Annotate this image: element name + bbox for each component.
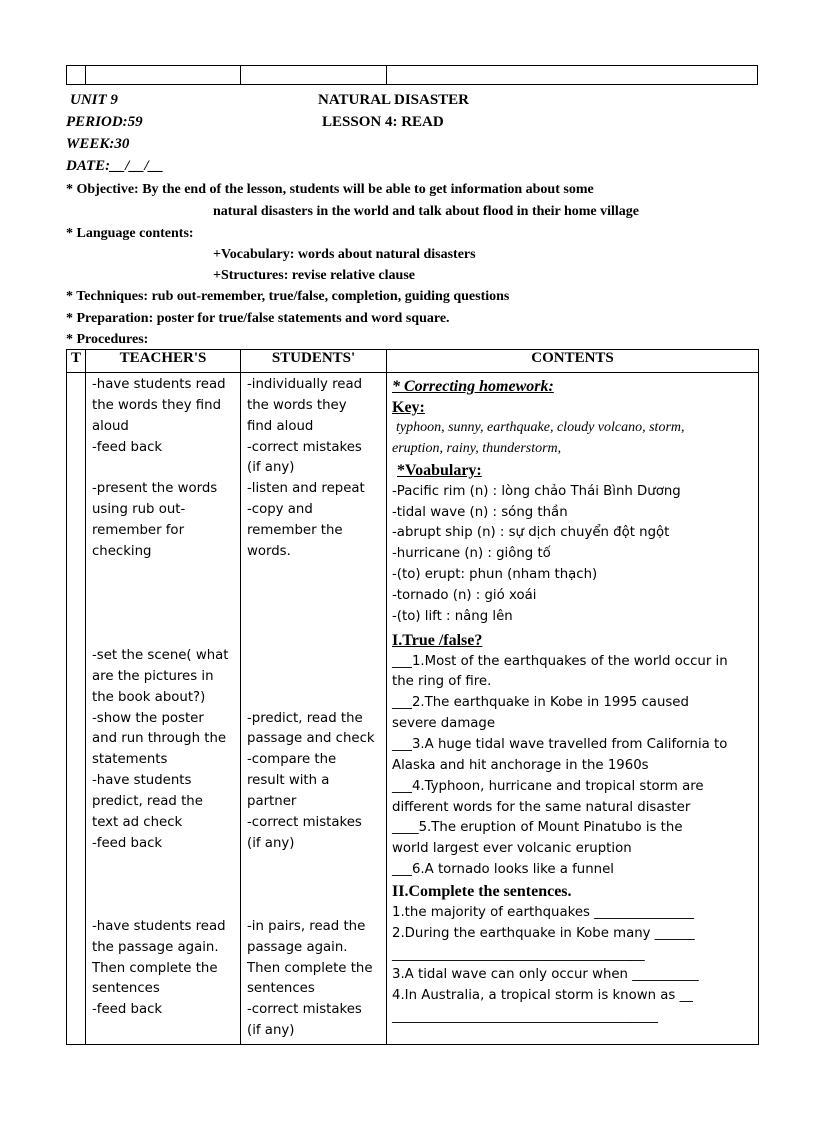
text-line: the passage again. [92,939,219,955]
true-false-heading: I.True /false? [392,631,483,649]
text-line: Then complete the [247,960,373,976]
header-table-cell [67,66,86,84]
text-line: ______________________________________ [392,946,645,962]
text-line: -have students [92,773,192,789]
unit-label: UNIT 9 [70,92,118,108]
text-line: -feed back [92,439,163,455]
contents-cell [387,373,759,1045]
true-false-list [392,652,754,881]
text-line: statements [92,752,168,768]
text-line: the book about?) [92,689,206,705]
text-line: using rub out- [92,502,186,518]
text-line: -listen and repeat [247,481,365,497]
text-line: Alaska and hit anchorage in the 1960s [392,757,649,773]
column-header: T [67,350,86,373]
text-line: result with a [247,773,330,789]
text-line [92,583,236,604]
key-answers: typhoon, sunny, earthquake, cloudy volcano, storm, [396,420,685,435]
teacher-activities [86,373,240,1023]
text-line: 2.During the earthquake in Kobe many ______ [392,925,695,941]
text-line: ___6.A tornado looks like a funnel [392,862,614,878]
text-line: and run through the [92,731,227,747]
text-line: find aloud [247,418,314,434]
table-row [67,373,759,1045]
text-line: ___3.A huge tidal wave travelled from California to [392,736,728,752]
text-line [92,604,236,625]
homework-heading: * Correcting homework: [392,378,554,395]
text-line: partner [247,793,297,809]
column-header: CONTENTS [387,350,759,373]
text-line: sentences [92,981,160,997]
text-line [247,854,382,875]
text-line [92,458,236,479]
text-line: -compare the [247,752,337,768]
procedures-line: * Procedures: [66,332,149,347]
text-line: -present the words [92,481,218,497]
text-line: (if any) [247,1023,295,1039]
objective-line: natural disasters in the world and talk about flood in their home village [213,204,640,219]
text-line: world largest ever volcanic eruption [392,841,632,857]
text-line [92,896,236,917]
text-line: -(to) lift : nâng lên [392,608,513,624]
text-line: -copy and [247,502,313,518]
lesson-number: LESSON 4: READ [322,114,444,130]
header-table-cell [86,66,241,84]
text-line: ________________________________________ [392,1009,658,1025]
complete-sentences-heading: II.Complete the sentences. [392,882,572,900]
text-line: the ring of fire. [392,674,492,690]
text-line: -correct mistakes [247,814,362,830]
text-line [247,896,382,917]
text-line: -tidal wave (n) : sóng thần [392,504,568,520]
text-line [247,604,382,625]
text-line: remember for [92,522,185,538]
key-answers: eruption, rainy, thunderstorm, [392,440,562,456]
text-line [92,625,236,646]
text-line: -set the scene( what [92,647,229,663]
text-line [247,625,382,646]
text-line: ___2.The earthquake in Kobe in 1995 caused [392,695,689,711]
text-line: passage again. [247,939,348,955]
text-line: the words they find [92,397,222,413]
objective-line: * Objective: By the end of the lesson, students will be able to get information about some [66,182,594,197]
preparation-line: * Preparation: poster for true/false statements and word square. [66,311,450,326]
procedures-table [66,349,759,1045]
column-header: STUDENTS' [241,350,387,373]
text-line: -abrupt ship (n) : sự dịch chuyển đột ngột [392,525,670,541]
text-line: ___4.Typhoon, hurricane and tropical storm are [392,778,704,794]
text-line: checking [92,543,152,559]
lesson-title: NATURAL DISASTER [318,92,470,108]
text-line: Then complete the [92,960,218,976]
text-line [247,667,382,688]
text-line: -(to) erupt: phun (nham thạch) [392,567,598,583]
week-label: WEEK:30 [66,136,130,152]
text-line [92,563,236,584]
text-line: predict, read the [92,793,203,809]
text-line: -have students read [92,918,226,934]
text-line: -have students read [92,377,226,392]
text-line: ___1.Most of the earthquakes of the world occur in [392,653,728,669]
date-label: DATE:__/__/__ [66,158,164,174]
text-line: (if any) [247,460,295,476]
text-line [92,854,236,875]
vocabulary-heading: *Voabulary: [397,461,482,479]
text-line [247,583,382,604]
text-line: -hurricane (n) : giông tố [392,546,551,562]
techniques-line: * Techniques: rub out-remember, true/false, completion, guiding questions [66,289,510,304]
text-line [247,688,382,709]
text-line: -show the poster [92,710,204,726]
header-table [66,65,758,85]
period-label: PERIOD:59 [66,114,143,130]
text-line: text ad check [92,814,183,830]
text-line: remember the [247,522,343,538]
text-line [92,875,236,896]
text-line [247,563,382,584]
text-line [247,646,382,667]
structures-line: +Structures: revise relative clause [213,268,415,283]
text-line: ____5.The eruption of Mount Pinatubo is the [392,820,683,836]
text-line: -tornado (n) : gió xoái [392,587,537,603]
text-line: -feed back [92,1002,163,1018]
table-header-row [67,350,759,373]
text-line: (if any) [247,835,295,851]
teacher-cell [86,373,241,1045]
text-line: 1.the majority of earthquakes _______________ [392,904,694,920]
text-line: sentences [247,981,315,997]
column-header: TEACHER'S [86,350,241,373]
text-line: are the pictures in [92,668,214,684]
text-line: the words they [247,397,347,413]
text-line: severe damage [392,716,496,732]
text-line: 3.A tidal wave can only occur when __________ [392,967,699,983]
text-line: -predict, read the [247,710,363,726]
text-line: passage and check [247,731,375,747]
text-line: -correct mistakes [247,439,362,455]
text-line: different words for the same natural disaster [392,799,691,815]
text-line: -in pairs, read the [247,918,366,934]
text-line [247,875,382,896]
text-line: -individually read [247,377,363,392]
text-line: -feed back [92,835,163,851]
contents-block [387,373,758,1030]
text-line: aloud [92,418,129,434]
student-activities [241,373,386,1044]
time-cell [67,373,86,1045]
vocabulary-line: +Vocabulary: words about natural disasters [213,247,476,262]
text-line: words. [247,543,291,559]
key-heading: Key: [392,399,425,416]
header-table-cell [387,66,757,84]
students-cell [241,373,387,1045]
text-line: 4.In Australia, a tropical storm is known as __ [392,988,693,1004]
complete-sentences-list [392,903,754,1028]
text-line: -Pacific rim (n) : lòng chảo Thái Bình Dương [392,483,681,499]
text-line: -correct mistakes [247,1002,362,1018]
language-contents: * Language contents: [66,226,194,241]
header-table-cell [241,66,387,84]
vocabulary-list [392,482,754,628]
